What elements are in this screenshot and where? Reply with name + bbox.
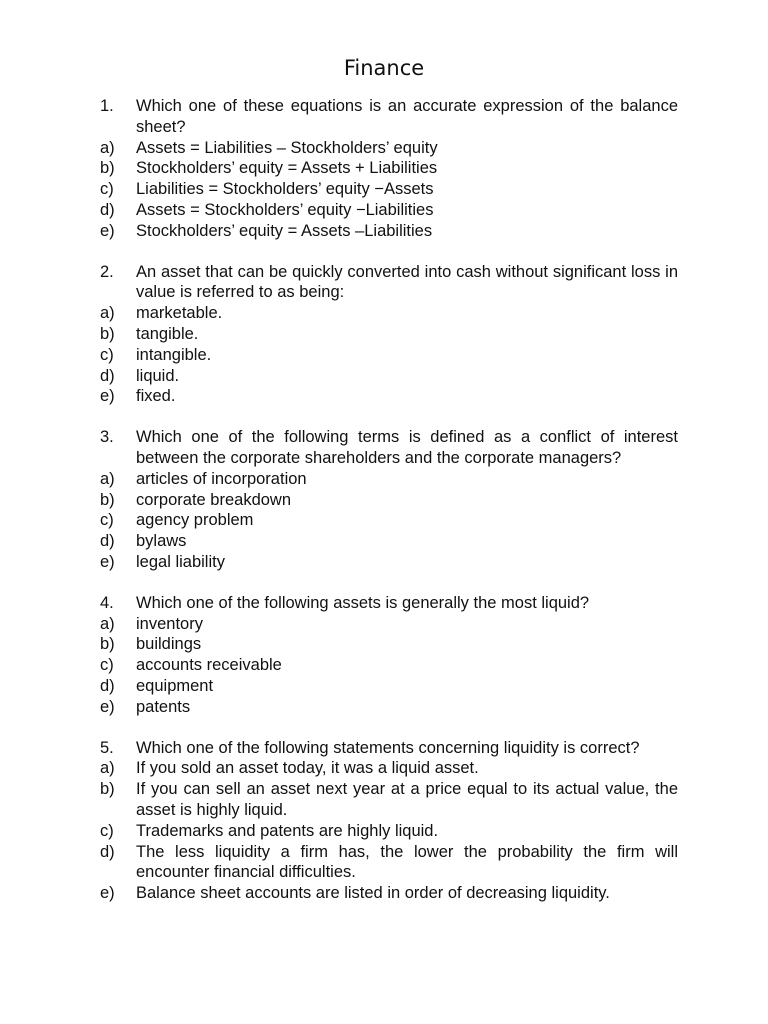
option-text: intangible. <box>136 345 212 364</box>
answer-option <box>100 158 678 179</box>
question-stem <box>100 427 678 469</box>
question-text: Which one of these equations is an accurate expression of the balance sheet? <box>136 97 678 136</box>
option-text: corporate breakdown <box>136 490 292 509</box>
option-letter: b) <box>100 159 115 178</box>
answer-option <box>100 634 678 655</box>
question-stem <box>100 96 678 138</box>
option-text: buildings <box>136 635 202 654</box>
answer-option <box>100 366 678 387</box>
document-title: Finance <box>343 56 425 80</box>
option-letter: e) <box>100 884 115 903</box>
option-text: Balance sheet accounts are listed in order of decreasing liquidity. <box>136 884 610 903</box>
question-list <box>100 96 678 924</box>
option-text: Assets = Stockholders’ equity −Liabilities <box>136 200 434 219</box>
option-letter: c) <box>100 345 114 364</box>
option-text: If you sold an asset today, it was a liquid asset. <box>136 759 479 778</box>
option-text: inventory <box>136 614 203 633</box>
answer-option <box>100 221 678 242</box>
question-number: 4. <box>100 593 114 612</box>
option-letter: d) <box>100 532 115 551</box>
answer-option <box>100 303 678 324</box>
question-3 <box>100 427 678 573</box>
question-stem <box>100 262 678 304</box>
option-letter: e) <box>100 552 115 571</box>
option-text: bylaws <box>136 532 187 551</box>
question-number: 2. <box>100 262 114 281</box>
option-text: The less liquidity a firm has, the lower the probability the firm will encounter financial difficulties. <box>136 842 678 882</box>
answer-option <box>100 676 678 697</box>
question-number: 3. <box>100 428 114 447</box>
option-text: Trademarks and patents are highly liquid. <box>136 821 439 840</box>
option-letter: c) <box>100 511 114 530</box>
option-letter: b) <box>100 635 115 654</box>
option-letter: a) <box>100 304 115 323</box>
option-letter: d) <box>100 366 115 385</box>
option-text: Stockholders’ equity = Assets + Liabilities <box>136 159 438 178</box>
question-number: 1. <box>100 97 114 115</box>
question-text: Which one of the following terms is defined as a conflict of interest between the corporate shareholders and the corporate managers? <box>136 428 678 467</box>
question-number: 5. <box>100 738 114 757</box>
option-text: Stockholders’ equity = Assets –Liabilities <box>136 221 433 240</box>
answer-option <box>100 614 678 635</box>
option-text: marketable. <box>136 304 223 323</box>
answer-option <box>100 758 678 779</box>
option-text: tangible. <box>136 324 199 343</box>
option-letter: a) <box>100 614 115 633</box>
answer-option <box>100 179 678 200</box>
option-letter: a) <box>100 759 115 778</box>
answer-option <box>100 821 678 842</box>
option-letter: d) <box>100 676 115 695</box>
option-text: agency problem <box>136 511 254 530</box>
option-letter: a) <box>100 469 115 488</box>
option-text: articles of incorporation <box>136 469 307 488</box>
question-text: Which one of the following assets is generally the most liquid? <box>136 593 590 612</box>
answer-option <box>100 883 678 904</box>
question-4 <box>100 593 678 718</box>
option-text: Liabilities = Stockholders’ equity −Assets <box>136 180 434 199</box>
option-text: Assets = Liabilities – Stockholders’ equity <box>136 138 438 157</box>
option-letter: e) <box>100 387 115 406</box>
answer-option <box>100 490 678 511</box>
answer-option <box>100 655 678 676</box>
option-letter: e) <box>100 697 115 716</box>
option-letter: d) <box>100 200 115 219</box>
answer-option <box>100 345 678 366</box>
answer-option <box>100 552 678 573</box>
answer-option <box>100 779 678 821</box>
option-letter: b) <box>100 324 115 343</box>
question-stem <box>100 593 678 614</box>
answer-option <box>100 531 678 552</box>
option-text: legal liability <box>136 552 225 571</box>
option-text: fixed. <box>136 387 176 406</box>
question-1 <box>100 96 678 242</box>
answer-option <box>100 697 678 718</box>
answer-option <box>100 510 678 531</box>
question-2 <box>100 262 678 408</box>
option-letter: b) <box>100 780 115 799</box>
question-text: An asset that can be quickly converted into cash without significant loss in value is referred to as being: <box>136 262 678 302</box>
question-text: Which one of the following statements concerning liquidity is correct? <box>136 738 640 757</box>
answer-option <box>100 200 678 221</box>
option-letter: d) <box>100 842 115 861</box>
answer-option <box>100 469 678 490</box>
option-letter: c) <box>100 821 114 840</box>
option-letter: a) <box>100 138 115 157</box>
question-5 <box>100 738 678 904</box>
answer-option <box>100 138 678 159</box>
option-letter: b) <box>100 490 115 509</box>
option-letter: c) <box>100 180 114 199</box>
answer-option <box>100 324 678 345</box>
option-text: accounts receivable <box>136 656 282 675</box>
option-letter: e) <box>100 221 115 240</box>
option-text: liquid. <box>136 366 180 385</box>
option-text: If you can sell an asset next year at a price equal to its actual value, the asset is highly liquid. <box>136 780 678 819</box>
option-text: patents <box>136 697 191 716</box>
answer-option <box>100 386 678 407</box>
answer-option <box>100 842 678 884</box>
option-text: equipment <box>136 676 214 695</box>
question-stem <box>100 738 678 759</box>
option-letter: c) <box>100 656 114 675</box>
